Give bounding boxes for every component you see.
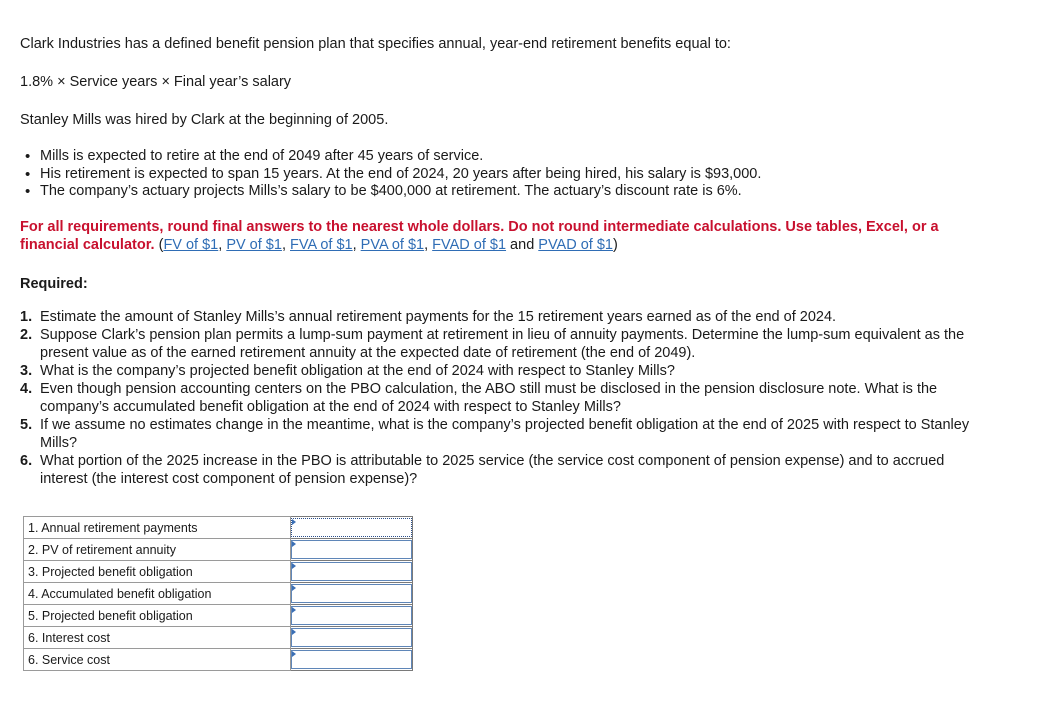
answer-label: 5. Projected benefit obligation [24,605,291,627]
cell-marker-icon [292,585,296,591]
cell-marker-icon [292,563,296,569]
answer-row [24,627,413,649]
requirement-text: Estimate the amount of Stanley Mills’s annual retirement payments for the 15 retirement years earned as of the end of 2024. [40,309,837,325]
cell-marker-icon [292,607,296,613]
answer-label: 3. Projected benefit obligation [24,561,291,583]
instructions-text: For all requirements, round final answers to the nearest whole dollars. Do not round intermediate calculations. Use tables, Excel, or a financial calculator. [20,219,939,253]
requirement-item [20,326,980,362]
answer-label: 1. Annual retirement payments [24,517,291,539]
cell-marker-icon [292,651,296,657]
paren-open: ( [154,237,164,253]
required-heading: Required: [20,276,88,292]
answer-cell [291,561,413,583]
requirement-item [20,308,980,326]
answer-table [23,516,413,671]
requirement-number: 3. [20,363,33,379]
requirement-item [20,380,980,416]
pbo-2025-input[interactable] [291,606,412,625]
answer-cell [291,605,413,627]
abo-2024-input[interactable] [291,584,412,603]
answer-row [24,539,413,561]
requirements-list [20,308,980,488]
requirement-number: 2. [20,327,33,343]
link-pva-table[interactable]: PVA of $1 [360,237,425,253]
cell-marker-icon [292,541,296,547]
requirement-number: 5. [20,417,33,433]
link-fva-table[interactable]: FVA of $1 [290,237,353,253]
pv-retirement-annuity-input[interactable] [291,540,412,559]
answer-cell [291,517,413,539]
requirement-text: Suppose Clark’s pension plan permits a lump-sum payment at retirement in lieu of annuity payments. Determine the lump-sum equivalent as the present value as of the earned retirement annuity at the expected date of retirement (the end of 2049). [40,327,965,361]
answer-label: 4. Accumulated benefit obligation [24,583,291,605]
link-pv-table[interactable]: PV of $1 [226,237,282,253]
answer-cell [291,649,413,671]
answer-label: 2. PV of retirement annuity [24,539,291,561]
requirement-number: 4. [20,381,33,397]
facts-list [20,148,761,201]
annual-retirement-payments-input[interactable] [291,518,412,537]
benefit-formula: 1.8% × Service years × Final year’s salary [20,74,292,90]
requirement-number: 1. [20,309,33,325]
link-fvad-table[interactable]: FVAD of $1 [432,237,507,253]
separator: , [281,237,290,253]
pbo-2024-input[interactable] [291,562,412,581]
answer-row [24,561,413,583]
answer-row [24,583,413,605]
separator: , [218,237,227,253]
intro-text: Clark Industries has a defined benefit pension plan that specifies annual, year-end retirement benefits equal to: [20,36,731,52]
hire-date-text: Stanley Mills was hired by Clark at the beginning of 2005. [20,112,389,128]
link-fv-table[interactable]: FV of $1 [163,237,219,253]
answer-row [24,517,413,539]
requirement-text: If we assume no estimates change in the meantime, what is the company’s projected benefit obligation at the end of 2025 with respect to Stanley Mills? [40,417,970,451]
answer-cell [291,539,413,561]
requirement-item [20,452,980,488]
separator: , [424,237,433,253]
requirement-text: What portion of the 2025 increase in the PBO is attributable to 2025 service (the service cost component of pension expense) and to accrued interest (the interest cost component of pension expense)? [40,453,945,487]
answer-label: 6. Service cost [24,649,291,671]
requirement-text: What is the company’s projected benefit obligation at the end of 2024 with respect to Stanley Mills? [40,363,675,379]
answer-label: 6. Interest cost [24,627,291,649]
separator: , [352,237,361,253]
service-cost-input[interactable] [291,650,412,669]
interest-cost-input[interactable] [291,628,412,647]
requirement-item [20,416,980,452]
answer-cell [291,627,413,649]
answer-cell [291,583,413,605]
fact-item: • His retirement is expected to span 15 years. At the end of 2024, 20 years after being hired, his salary is $93,000. [20,166,761,184]
cell-marker-icon [292,629,296,635]
cell-marker-icon [292,519,296,525]
fact-item: • Mills is expected to retire at the end of 2049 after 45 years of service. [20,148,761,166]
requirement-number: 6. [20,453,33,469]
requirement-text: Even though pension accounting centers on the PBO calculation, the ABO still must be disclosed in the pension disclosure note. What is the company’s accumulated benefit obligation at the end of 2024 with respect to Stanley Mills? [40,381,938,415]
paren-close: ) [612,237,618,253]
answer-row [24,605,413,627]
instructions [20,218,980,254]
link-pvad-table[interactable]: PVAD of $1 [538,237,613,253]
requirement-item [20,362,980,380]
fact-item: • The company’s actuary projects Mills’s salary to be $400,000 at retirement. The actuary’s discount rate is 6%. [20,183,761,201]
and-word: and [506,237,539,253]
answer-row [24,649,413,671]
